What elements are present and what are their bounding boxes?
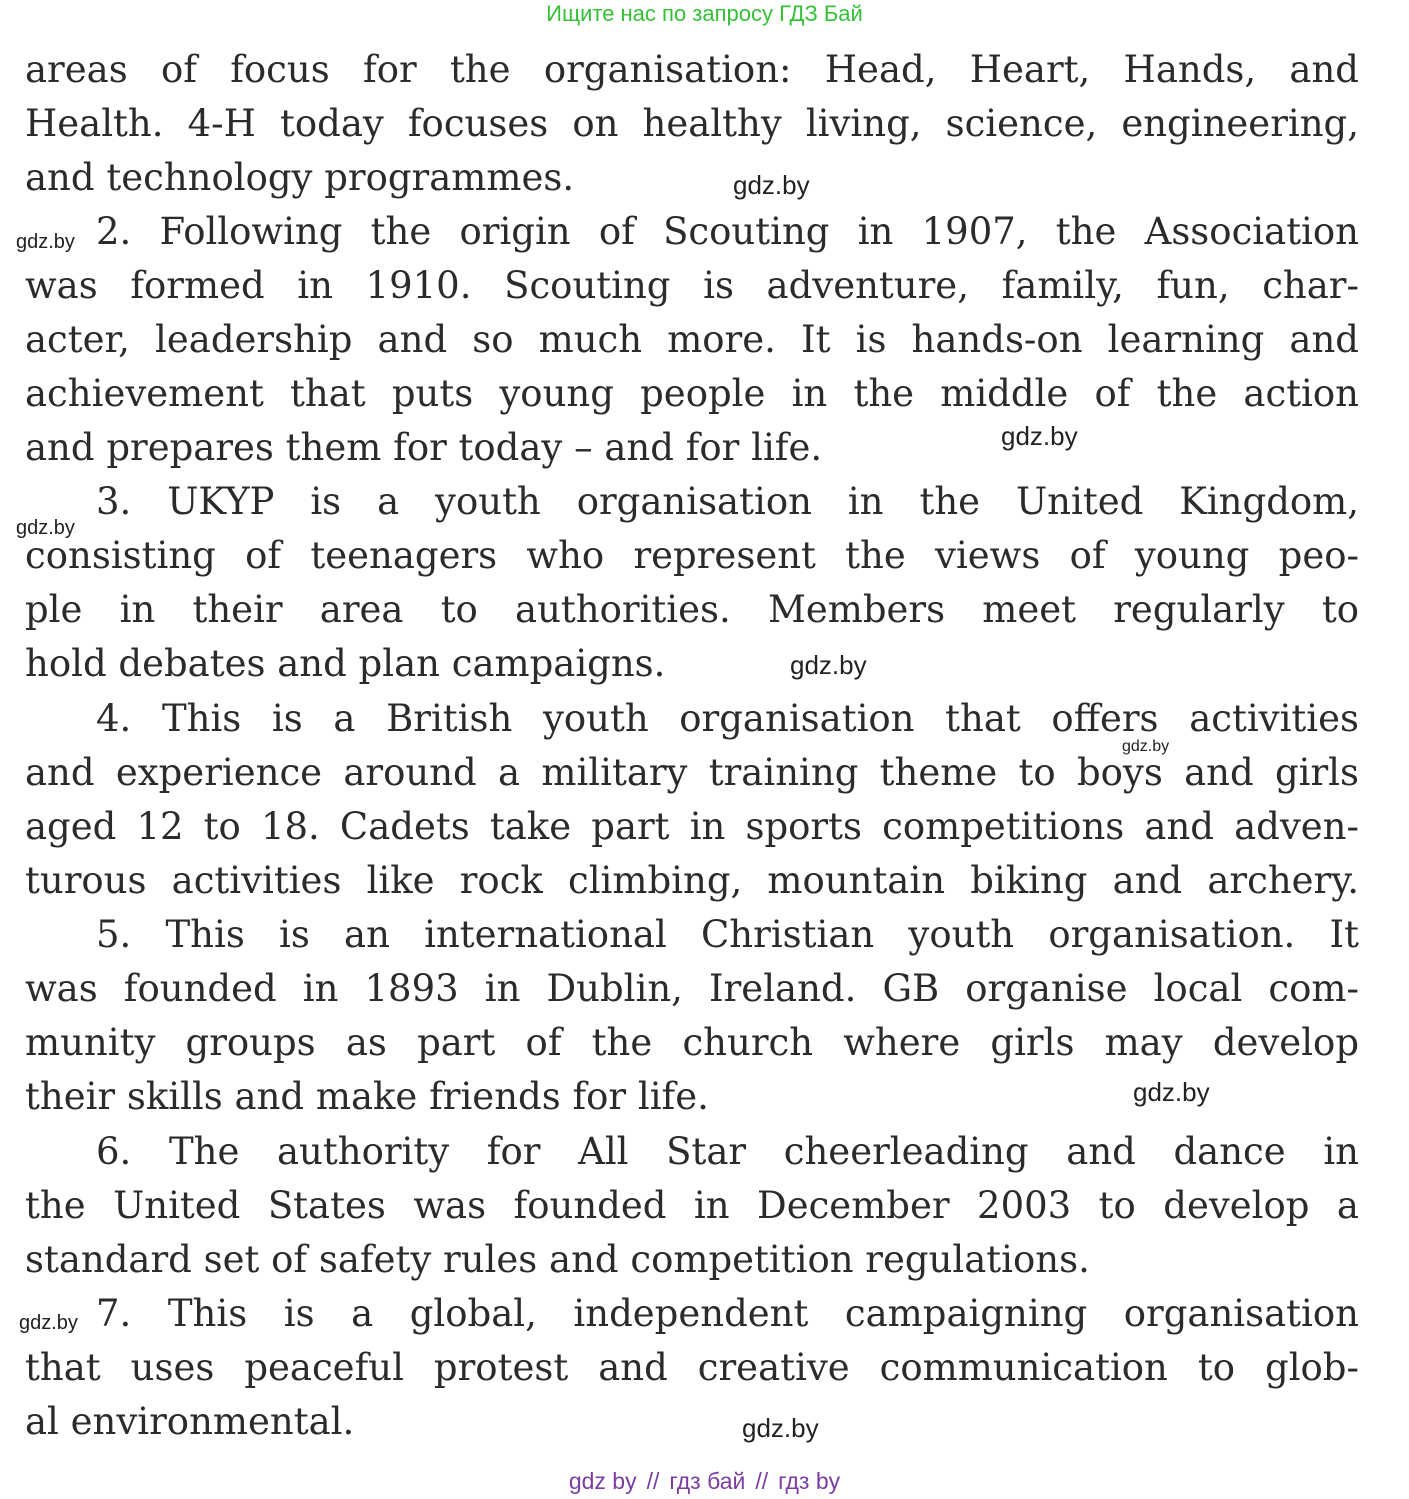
paragraph-3-start: 3. UKYP is a youth organisation in the United Kingdom,	[96, 480, 1359, 523]
paragraph-4-start: 4. This is a British youth organisation that offers activities	[96, 697, 1359, 740]
paragraph-6-start: 6. The authority for All Star cheerleading and dance in	[96, 1130, 1359, 1173]
text-line: and prepares them for today – and for life.	[25, 426, 823, 469]
paragraph-7-start: 7. This is a global, independent campaigning organisation	[96, 1292, 1359, 1335]
footer-separator: //	[755, 1468, 769, 1494]
paragraph-2-start: 2. Following the origin of Scouting in 1907, the Association	[96, 210, 1359, 253]
text-line: standard set of safety rules and competition regulations.	[25, 1238, 1090, 1281]
paragraph-5-start: 5. This is an international Christian youth organisation. It	[96, 913, 1359, 956]
footer-link-gdz-by[interactable]: gdz by	[568, 1468, 637, 1494]
text-line: al environmental.	[25, 1400, 355, 1443]
text-line: that uses peaceful protest and creative communication to glob-	[25, 1346, 1359, 1389]
text-line: achievement that puts young people in the middle of the action	[25, 372, 1359, 415]
text-line: their skills and make friends for life.	[25, 1075, 709, 1118]
text-line: Health. 4-H today focuses on healthy living, science, engineering,	[25, 102, 1359, 145]
text-line: munity groups as part of the church where girls may develop	[25, 1021, 1359, 1064]
text-line: turous activities like rock climbing, mountain biking and archery.	[25, 859, 1359, 902]
text-line: and experience around a military training theme to boys and girls	[25, 751, 1359, 794]
text-line: aged 12 to 18. Cadets take part in sports competitions and adven-	[25, 805, 1359, 848]
text-line: areas of focus for the organisation: Head, Heart, Hands, and	[25, 48, 1359, 91]
watermark: gdz.by	[742, 1413, 819, 1443]
footer-links	[0, 1466, 1409, 1496]
text-line: the United States was founded in December 2003 to develop a	[25, 1184, 1359, 1227]
footer-separator: //	[646, 1468, 660, 1494]
watermark: gdz.by	[16, 517, 75, 539]
text-line: consisting of teenagers who represent the views of young peo-	[25, 534, 1359, 577]
text-line: was founded in 1893 in Dublin, Ireland. GB organise local com-	[25, 967, 1359, 1010]
header-banner: Ищите нас по запросу ГДЗ Бай	[546, 1, 863, 26]
text-line: and technology programmes.	[25, 156, 575, 199]
text-line: acter, leadership and so much more. It is hands-on learning and	[25, 318, 1359, 361]
watermark: gdz.by	[733, 170, 810, 200]
watermark: gdz.by	[19, 1312, 78, 1334]
watermark: gdz.by	[1122, 738, 1170, 755]
text-line: ple in their area to authorities. Members meet regularly to	[25, 588, 1359, 631]
footer-link-gdz-bai[interactable]: гдз бай	[669, 1468, 746, 1494]
text-line: hold debates and plan campaigns.	[25, 642, 666, 685]
watermark: gdz.by	[1133, 1077, 1210, 1107]
watermark: gdz.by	[16, 231, 75, 253]
watermark: gdz.by	[790, 650, 867, 680]
watermark: gdz.by	[1001, 421, 1078, 451]
footer-link-gdz-by-cyr[interactable]: гдз by	[778, 1468, 841, 1494]
text-line: was formed in 1910. Scouting is adventure, family, fun, char-	[25, 264, 1359, 307]
